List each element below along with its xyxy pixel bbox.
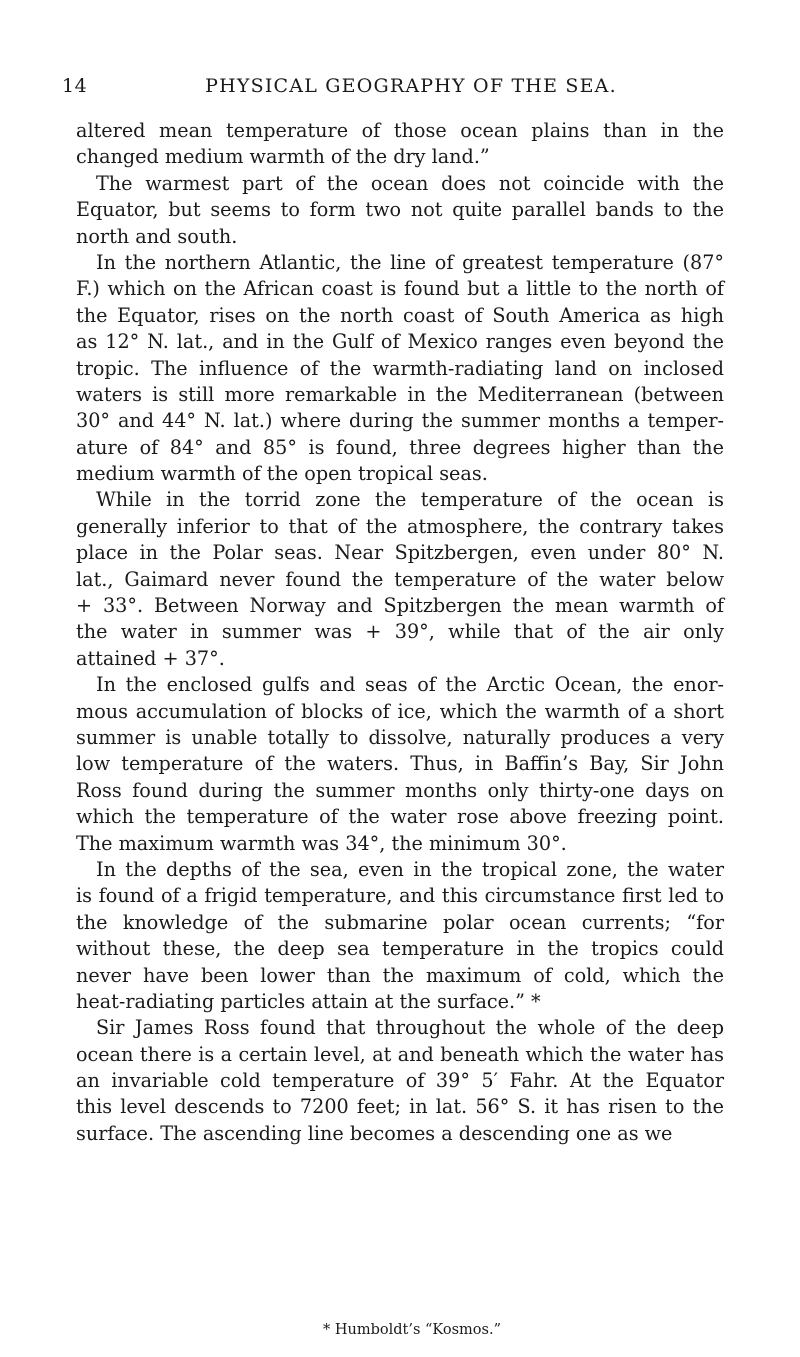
text-line: medium warmth of the open tropical seas. bbox=[76, 462, 488, 486]
text-line: generally inferior to that of the atmosphere, the contrary takes bbox=[76, 514, 724, 538]
text-line: Sir James Ross found that throughout the whole of the deep bbox=[96, 1016, 724, 1040]
text-line: While in the torrid zone the temperature of the ocean is bbox=[96, 488, 724, 512]
text-line: Equator, but seems to form two not quite parallel bands to the bbox=[76, 198, 724, 222]
text-line: Ross found during the summer months only thirty-one days on bbox=[76, 778, 724, 802]
text-line: altered mean temperature of those ocean plains than in the bbox=[76, 119, 724, 142]
text-line: surface. The ascending line becomes a descending one as we bbox=[76, 1121, 673, 1145]
text-line: + 33°. Between Norway and Spitzbergen the mean warmth of bbox=[76, 594, 724, 618]
text-line: north and south. bbox=[76, 224, 238, 248]
text-line: changed medium warmth of the dry land.” bbox=[76, 145, 490, 169]
text-line: ocean there is a certain level, at and beneath which the water has bbox=[76, 1042, 724, 1066]
text-line: heat-radiating particles attain at the surface.” * bbox=[76, 989, 541, 1013]
text-line: The maximum warmth was 34°, the minimum 30°. bbox=[76, 831, 567, 855]
text-line: as 12° N. lat., and in the Gulf of Mexico ranges even beyond the bbox=[76, 330, 724, 354]
text-line: tropic. The influence of the warmth-radiating land on inclosed bbox=[76, 356, 724, 380]
text-line: which the temperature of the water rose above freezing point. bbox=[76, 805, 724, 829]
text-line: never have been lower than the maximum of cold, which the bbox=[76, 963, 724, 987]
text-line: In the enclosed gulfs and seas of the Arctic Ocean, the enor- bbox=[96, 673, 724, 697]
text-line: F.) which on the African coast is found but a little to the north of bbox=[76, 277, 724, 301]
text-line: waters is still more remarkable in the Mediterranean (between bbox=[76, 382, 724, 406]
text-line: In the northern Atlantic, the line of greatest temperature (87° bbox=[96, 250, 724, 274]
text-line: low temperature of the waters. Thus, in Baffin’s Bay, Sir John bbox=[76, 752, 724, 776]
body-text bbox=[76, 118, 724, 1147]
running-head bbox=[62, 75, 738, 101]
text-line: the knowledge of the submarine polar ocean currents; “for bbox=[76, 910, 724, 934]
text-line: attained + 37°. bbox=[76, 646, 225, 670]
text-line: In the depths of the sea, even in the tropical zone, the water bbox=[96, 857, 724, 881]
text-line: is found of a frigid temperature, and this circumstance first led to bbox=[76, 884, 724, 908]
page-number: 14 bbox=[62, 75, 88, 97]
text-line: place in the Polar seas. Near Spitzbergen, even under 80° N. bbox=[76, 541, 724, 565]
text-line: mous accumulation of blocks of ice, which the warmth of a short bbox=[76, 699, 724, 723]
text-line: lat., Gaimard never found the temperature of the water below bbox=[76, 567, 724, 591]
text-line: 30° and 44° N. lat.) where during the summer months a temper- bbox=[76, 409, 724, 433]
text-line: the water in summer was + 39°, while that of the air only bbox=[76, 620, 724, 644]
footnote: * Humboldt’s “Kosmos.” bbox=[323, 1322, 501, 1338]
text-line: The warmest part of the ocean does not coincide with the bbox=[96, 171, 724, 195]
text-line: this level descends to 7200 feet; in lat. 56° S. it has risen to the bbox=[76, 1095, 724, 1119]
text-line: the Equator, rises on the north coast of South America as high bbox=[76, 303, 724, 327]
text-line: ature of 84° and 85° is found, three degrees higher than the bbox=[76, 435, 724, 459]
text-line: summer is unable totally to dissolve, naturally produces a very bbox=[76, 725, 724, 749]
text-line: without these, the deep sea temperature in the tropics could bbox=[76, 937, 724, 961]
text-line: an invariable cold temperature of 39° 5′ Fahr. At the Equator bbox=[76, 1069, 724, 1093]
running-title: PHYSICAL GEOGRAPHY OF THE SEA. bbox=[205, 75, 617, 97]
